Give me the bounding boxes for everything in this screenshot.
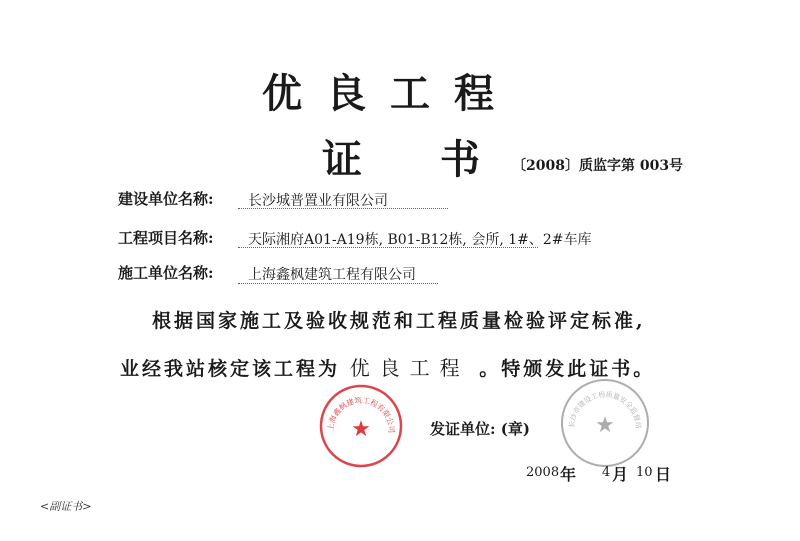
body-text-line1: 根据国家施工及验收规范和工程质量检验评定标准, [152,310,646,332]
builder-label: 建设单位名称: [118,190,214,208]
issue-date-day-unit: 日 [655,465,672,484]
certificate-title-line2: 证书 [322,136,558,183]
svg-text:★: ★ [595,413,615,438]
issuer-label: 发证单位: (章) [430,420,530,438]
builder-underline [238,208,448,209]
issue-date-day: 10 [636,465,653,480]
builder-value: 长沙城普置业有限公司 [248,193,388,209]
svg-text:★: ★ [351,417,371,442]
contractor-seal-stamp [318,383,404,469]
contractor-value: 上海鑫枫建筑工程有限公司 [248,267,416,283]
project-label: 工程项目名称: [118,229,214,247]
supervision-station-seal-stamp [558,376,652,470]
issue-date-month: 4 [602,465,611,480]
handwritten-note: <副证书> [40,500,92,513]
contractor-underline [238,283,438,284]
issue-date-month-unit: 月 [612,465,629,484]
svg-text:上海鑫枫建筑工程有限公司: 上海鑫枫建筑工程有限公司 [325,395,397,434]
quality-grade: 优良工程 [349,356,470,380]
issue-date-year: 2008 [526,465,560,480]
certificate-number: 〔2008〕质监字第 003号 [512,158,684,174]
contractor-label: 施工单位名称: [118,264,214,282]
issue-date-year-unit: 年 [560,465,577,484]
project-value: 天际湘府A01-A19栋, B01-B12栋, 会所, 1#、2#车库 [248,232,592,248]
project-underline [238,247,538,248]
certificate-title-line1: 优良工程 [262,70,518,117]
body-text-line2-prefix: 业经我站核定该工程为 [120,358,341,380]
body-text-line2-suffix: 。特颁发此证书。 [479,358,656,380]
svg-text:长沙市建设工程质量安全监督站: 长沙市建设工程质量安全监督站 [567,390,643,429]
